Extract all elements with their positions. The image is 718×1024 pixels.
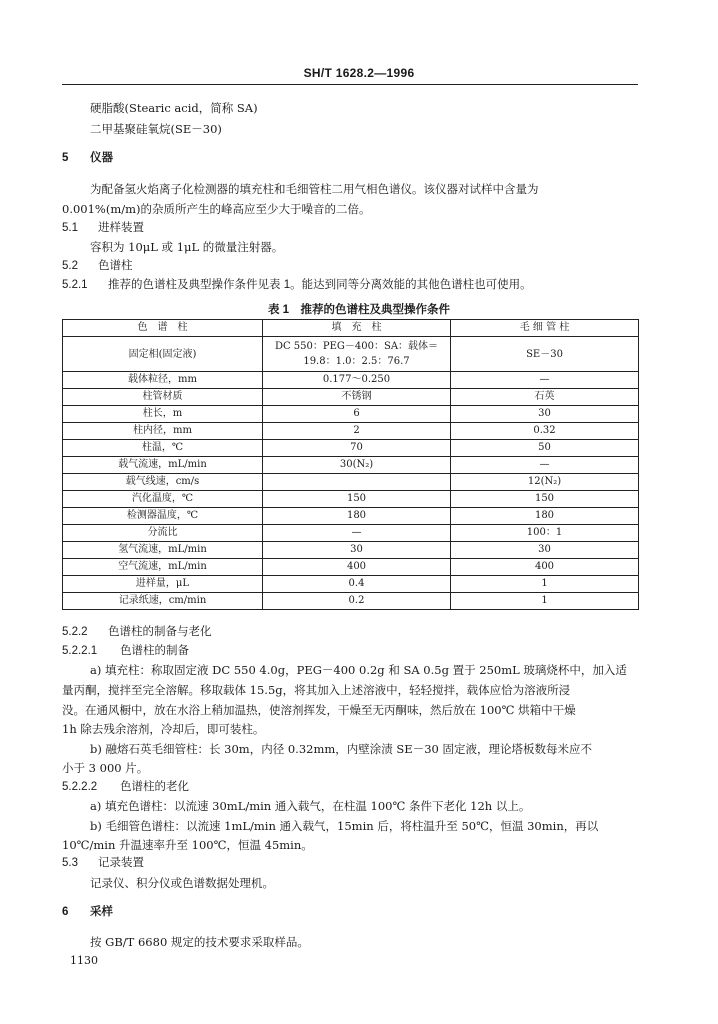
- section-number: 5: [62, 152, 69, 164]
- para-aging-b-line-2: 10℃/min 升温速率升至 100℃，恒温 45min。: [62, 838, 313, 852]
- table-row: [63, 423, 639, 440]
- section-5-2-2-2-heading: [62, 779, 640, 795]
- table-row: [63, 457, 639, 474]
- row-label: 分流比: [63, 525, 263, 542]
- para-a-line-2: 量丙酮，搅拌至完全溶解。移取载体 15.5g，将其加入上述溶液中，轻轻搅拌，载体应恰为溶液所浸: [62, 683, 571, 697]
- table-row: [63, 491, 639, 508]
- table-row: [63, 474, 639, 491]
- section-6-heading: [62, 904, 640, 920]
- para-a-line-4: 1h 除去残余溶剂，冷却后，即可装柱。: [62, 722, 265, 736]
- section-5-2-2-heading: [62, 624, 640, 640]
- para-5-1: 容积为 10μL 或 1μL 的微量注射器。: [90, 240, 284, 254]
- section-title: 色谱柱的制备与老化: [108, 626, 212, 638]
- section-number: 5.2: [62, 260, 78, 272]
- header-column: 色 谱 柱: [63, 320, 263, 337]
- table-row: [63, 542, 639, 559]
- section-number: 5.2.1: [62, 279, 88, 291]
- para-a-line-1: a) 填充柱：称取固定液 DC 550 4.0g，PEG－400 0.2g 和 SA 0.5g 置于 250mL 玻璃烧杯中，加入适: [90, 663, 627, 677]
- section-number: 5.2.2.2: [62, 781, 98, 793]
- section-5-2-heading: [62, 258, 640, 274]
- section-title: 进样装置: [98, 222, 144, 234]
- row-label: 记录纸速，cm/min: [63, 593, 263, 610]
- capillary-value: —: [451, 457, 639, 474]
- para-5-line-1: 为配备氢火焰离子化检测器的填充柱和毛细管柱二用气相色谱仪。该仪器对试样中含量为: [90, 182, 539, 196]
- capillary-value: 30: [451, 542, 639, 559]
- section-5-2-1: [62, 277, 640, 293]
- conditions-table: [62, 319, 639, 610]
- page-header: SH/T 1628.2—1996: [303, 66, 415, 80]
- table-caption: 表 1 推荐的色谱柱及典型操作条件: [267, 304, 451, 316]
- para-6: 按 GB/T 6680 规定的技术要求采取样品。: [90, 935, 309, 949]
- packed-value: [263, 474, 451, 491]
- packed-value: [263, 337, 451, 372]
- table-row: [63, 593, 639, 610]
- section-title: 采样: [90, 906, 113, 918]
- row-label: 空气流速，mL/min: [63, 559, 263, 576]
- para-aging-a: a) 填充色谱柱：以流速 30mL/min 通入载气，在柱温 100℃ 条件下老化 12h 以上。: [90, 799, 531, 813]
- para-5-line-2: 0.001%(m/m)的杂质所产生的峰高应至少大于噪音的二倍。: [62, 202, 371, 216]
- packed-value: 180: [263, 508, 451, 525]
- packed-value: 0.2: [263, 593, 451, 610]
- packed-value: —: [263, 525, 451, 542]
- para-5-3: 记录仪、积分仪或色谱数据处理机。: [90, 876, 274, 890]
- section-number: 6: [62, 906, 69, 918]
- section-text: 推荐的色谱柱及典型操作条件见表 1。能达到同等分离效能的其他色谱柱也可使用。: [108, 279, 532, 291]
- section-title: 色谱柱的制备: [120, 645, 189, 657]
- capillary-value: SE－30: [451, 337, 639, 372]
- packed-value: 30(N₂): [263, 457, 451, 474]
- capillary-value: 50: [451, 440, 639, 457]
- row-label: 载体粒径，mm: [63, 372, 263, 389]
- table-row: [63, 372, 639, 389]
- header-capillary: 毛 细 管 柱: [451, 320, 639, 337]
- capillary-value: 石英: [451, 389, 639, 406]
- table-row: [63, 406, 639, 423]
- table-row: [63, 525, 639, 542]
- row-label: 柱长，m: [63, 406, 263, 423]
- table-row: [63, 559, 639, 576]
- section-number: 5.2.2: [62, 626, 88, 638]
- packed-value: 6: [263, 406, 451, 423]
- packed-value-line-2: 19.8：1.0：2.5：76.7: [303, 356, 410, 367]
- table-row: [63, 440, 639, 457]
- para-b-line-1: b) 融熔石英毛细管柱：长 30m，内径 0.32mm，内壁涂渍 SE－30 固定液，理论塔板数每米应不: [90, 742, 592, 756]
- table-row-stationary: [63, 337, 639, 372]
- row-label: 检测器温度，℃: [63, 508, 263, 525]
- capillary-value: 0.32: [451, 423, 639, 440]
- packed-value: 70: [263, 440, 451, 457]
- table-row: [63, 389, 639, 406]
- row-label: 柱管材质: [63, 389, 263, 406]
- packed-value: 0.177～0.250: [263, 372, 451, 389]
- packed-value: 0.4: [263, 576, 451, 593]
- packed-value-line-1: DC 550：PEG－400：SA：载体＝: [274, 341, 439, 352]
- section-5-1-heading: [62, 220, 640, 236]
- packed-value: 2: [263, 423, 451, 440]
- section-5-3-heading: [62, 855, 640, 871]
- section-number: 5.3: [62, 857, 78, 869]
- row-label: 柱温，℃: [63, 440, 263, 457]
- packed-value: 不锈钢: [263, 389, 451, 406]
- section-number: 5.1: [62, 222, 78, 234]
- section-title: 色谱柱的老化: [120, 781, 189, 793]
- capillary-value: —: [451, 372, 639, 389]
- para-b-line-2: 小于 3 000 片。: [62, 761, 149, 775]
- capillary-value: 400: [451, 559, 639, 576]
- packed-value: 30: [263, 542, 451, 559]
- para-aging-b-line-1: b) 毛细管色谱柱：以流速 1mL/min 通入载气，15min 后，将柱温升至 50℃，恒温 30min，再以: [90, 819, 599, 833]
- section-title: 色谱柱: [98, 260, 133, 272]
- row-label: 氢气流速，mL/min: [63, 542, 263, 559]
- capillary-value: 180: [451, 508, 639, 525]
- table-row: [63, 508, 639, 525]
- packed-value: 400: [263, 559, 451, 576]
- page-number: 1130: [70, 954, 98, 967]
- row-label: 汽化温度，℃: [63, 491, 263, 508]
- section-title: 记录装置: [98, 857, 144, 869]
- row-label: 柱内径，mm: [63, 423, 263, 440]
- row-label: 载气线速，cm/s: [63, 474, 263, 491]
- section-title: 仪器: [90, 152, 113, 164]
- capillary-value: 150: [451, 491, 639, 508]
- packed-value: 150: [263, 491, 451, 508]
- table-body: [63, 372, 639, 610]
- section-5-2-2-1-heading: [62, 643, 640, 659]
- para-a-line-3: 没。在通风橱中，放在水浴上稍加温热，使溶剂挥发，干燥至无丙酮味，然后放在 100℃ 烘箱中干燥: [62, 703, 576, 717]
- capillary-value: 100：1: [451, 525, 639, 542]
- capillary-value: 12(N₂): [451, 474, 639, 491]
- row-label: 载气流速，mL/min: [63, 457, 263, 474]
- intro-line-2: 二甲基聚硅氧烷(SE－30): [90, 122, 222, 136]
- capillary-value: 1: [451, 576, 639, 593]
- table-row: [63, 576, 639, 593]
- header-packed: 填 充 柱: [263, 320, 451, 337]
- section-5-heading: [62, 150, 640, 166]
- capillary-value: 30: [451, 406, 639, 423]
- intro-line-1: 硬脂酸(Stearic acid，简称 SA): [90, 101, 258, 115]
- section-number: 5.2.2.1: [62, 645, 98, 657]
- row-label: 进样量，μL: [63, 576, 263, 593]
- table-header-row: [63, 320, 639, 337]
- capillary-value: 1: [451, 593, 639, 610]
- header-rule: [62, 84, 638, 85]
- row-label: 固定相(固定液): [63, 337, 263, 372]
